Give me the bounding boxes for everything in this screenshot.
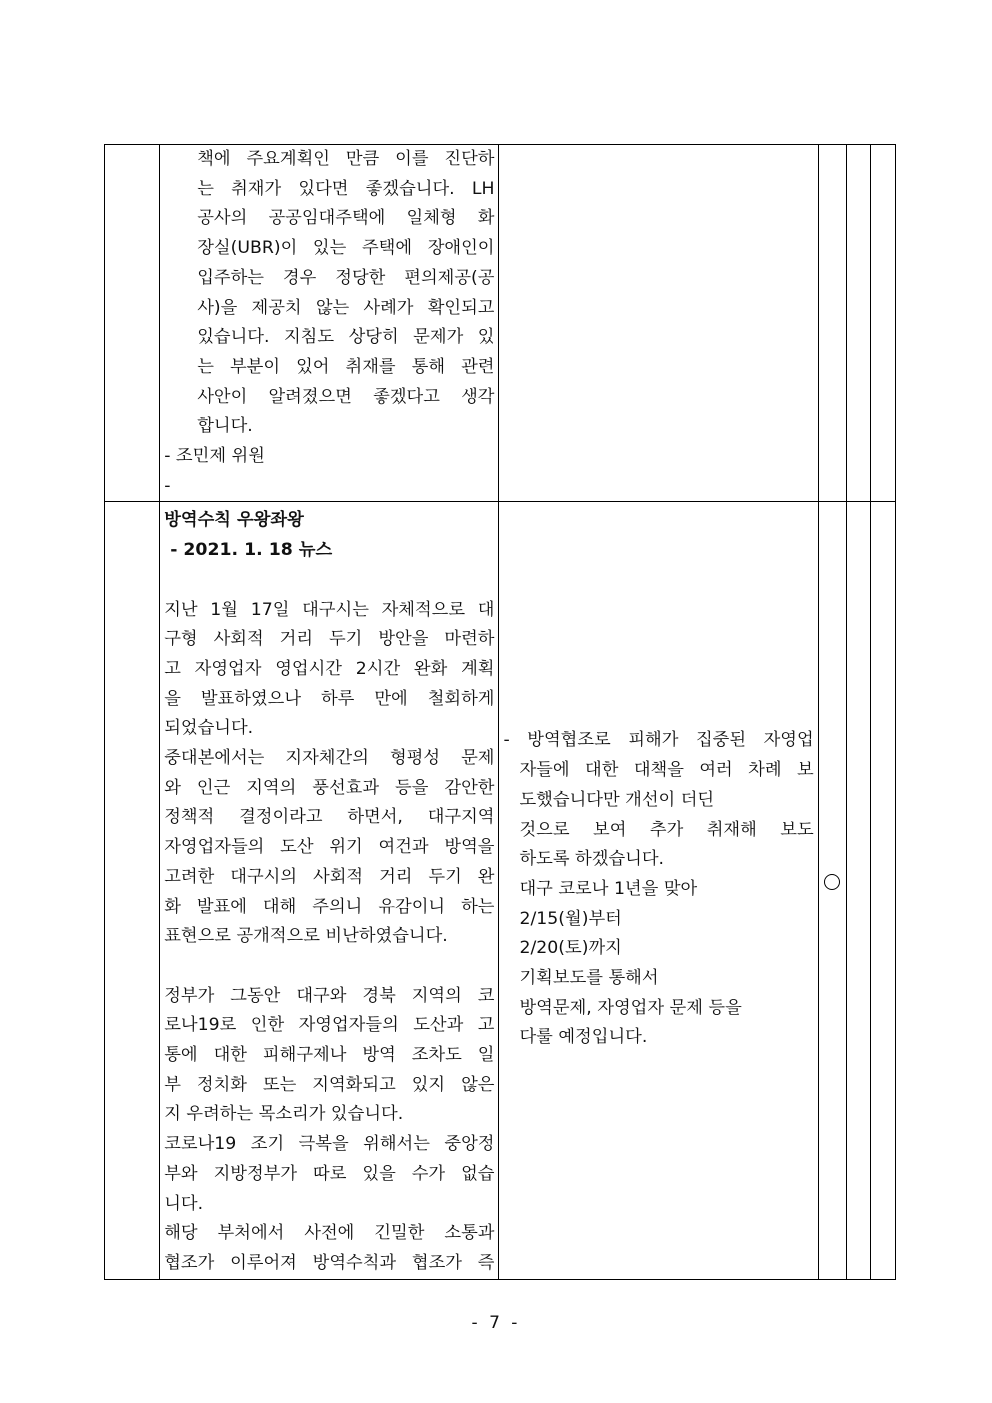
opinion-line: 니다.: [164, 1193, 204, 1214]
review-table: [104, 144, 896, 1280]
opinion-line: 코로나19 조기 극복을 위해서는 중앙정: [164, 1134, 495, 1155]
response-line: - 방역협조로 피해가 집중된 자영업: [503, 730, 814, 751]
item-title: 방역수칙 우왕좌왕: [164, 510, 304, 531]
check-cell: [870, 502, 895, 1279]
member-name: - 조민제 위원: [164, 446, 265, 467]
opinion-line: 와 인근 지역의 풍선효과 등을 감안한: [164, 777, 495, 798]
opinion-line: 는 취재가 있다면 좋겠습니다. LH: [197, 178, 495, 199]
response-line: 하도록 하겠습니다.: [519, 849, 665, 870]
opinion-line: 통에 대한 피해구제나 방역 조차도 일: [164, 1045, 495, 1066]
opinion-line: 을 발표하였으나 하루 만에 철회하게: [164, 688, 495, 709]
opinion-line: 책에 주요계획인 만큼 이를 진단하: [197, 149, 495, 169]
dash-line: -: [164, 475, 171, 496]
response-line: 자들에 대한 대책을 여러 차례 보: [519, 760, 814, 781]
opinion-line: 표현으로 공개적으로 비난하였습니다.: [164, 926, 448, 947]
check-cell: [818, 502, 846, 1279]
opinion-line: 지난 1월 17일 대구시는 자체적으로 대: [164, 599, 495, 620]
response-line: 도했습니다만 개선이 더딘: [519, 789, 715, 810]
opinion-cell: [160, 145, 499, 502]
opinion-line: 사안이 알려졌으면 좋겠다고 생각: [197, 386, 495, 407]
response-line: 2/20(토)까지: [519, 938, 622, 959]
opinion-line: 고 자영업자 영업시간 2시간 완화 계획: [164, 658, 495, 679]
number-cell: [105, 145, 160, 502]
opinion-line: 협조가 이루어져 방역수칙과 협조가 즉: [164, 1252, 495, 1273]
item-subtitle: - 2021. 1. 18 뉴스: [164, 540, 333, 561]
table-row: [105, 145, 896, 502]
opinion-line: 정책적 결정이라고 하면서, 대구지역: [164, 807, 495, 828]
opinion-line: 합니다.: [197, 416, 253, 437]
opinion-cell: [160, 502, 499, 1279]
opinion-line: 되었습니다.: [164, 718, 254, 739]
opinion-line: 입주하는 경우 정당한 편의제공(공: [197, 267, 495, 288]
response-line: 것으로 보여 추가 취재해 보도: [519, 819, 814, 840]
table-row: [105, 502, 896, 1279]
opinion-line: 있습니다. 지침도 상당히 문제가 있: [197, 327, 495, 348]
circle-mark-icon: [824, 874, 840, 890]
opinion-line: 해당 부처에서 사전에 긴밀한 소통과: [164, 1223, 495, 1244]
opinion-line: 중대본에서는 지자체간의 형평성 문제: [164, 748, 495, 769]
opinion-line: 구형 사회적 거리 두기 방안을 마련하: [164, 629, 495, 650]
opinion-line: 고려한 대구시의 사회적 거리 두기 완: [164, 866, 495, 887]
opinion-line: 부와 지방정부가 따로 있을 수가 없습: [164, 1163, 495, 1184]
response-line: 기획보도를 통해서: [519, 968, 659, 989]
opinion-line: 자영업자들의 도산 위기 여건과 방역을: [164, 837, 495, 858]
response-line: 방역문제, 자영업자 문제 등을: [519, 997, 742, 1018]
check-cell: [818, 145, 846, 502]
opinion-line: 장실(UBR)이 있는 주택에 장애인이: [197, 238, 495, 259]
opinion-line: 는 부분이 있어 취재를 통해 관련: [197, 356, 495, 377]
opinion-line: 사)을 제공치 않는 사례가 확인되고: [197, 297, 495, 318]
response-cell: [499, 502, 818, 1279]
response-line: 대구 코로나 1년을 맞아: [519, 878, 698, 899]
check-cell: [846, 502, 870, 1279]
check-cell: [846, 145, 870, 502]
opinion-line: 부 정치화 또는 지역화되고 있지 않은: [164, 1074, 495, 1095]
response-cell: [499, 145, 818, 502]
opinion-line: 공사의 공공임대주택에 일체형 화: [197, 208, 495, 229]
response-line: 2/15(월)부터: [519, 908, 622, 929]
response-line: 다룰 예정입니다.: [519, 1027, 648, 1048]
check-cell: [870, 145, 895, 502]
opinion-line: 화 발표에 대해 주의니 유감이니 하는: [164, 896, 495, 917]
opinion-line: 정부가 그동안 대구와 경북 지역의 코: [164, 985, 495, 1006]
number-cell: [105, 502, 160, 1279]
page-number: - 7 -: [471, 1313, 521, 1333]
opinion-line: 로나19로 인한 자영업자들의 도산과 고: [164, 1015, 495, 1036]
opinion-line: 지 우려하는 목소리가 있습니다.: [164, 1104, 404, 1125]
